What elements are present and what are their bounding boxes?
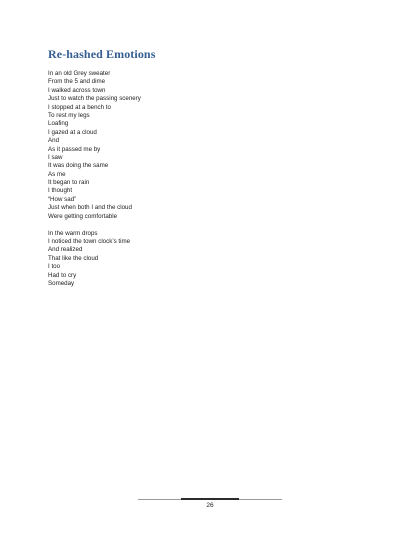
poem-line: It was doing the same (48, 162, 109, 170)
poem-line: Someday (48, 279, 75, 287)
poem-line: I gazed at a cloud (48, 128, 97, 136)
poem-line: That like the cloud (48, 254, 99, 262)
poem-line: As me (48, 170, 66, 178)
poem-line: Just to watch the passing scenery (48, 95, 141, 103)
poem-line: From the 5 and dime (48, 78, 106, 86)
poem-line: And (48, 137, 60, 145)
poem-line: I stopped at a bench to (48, 103, 111, 111)
poem-body (48, 70, 141, 288)
footer-divider-accent (181, 498, 239, 500)
stanza-break (48, 221, 141, 230)
poem-line: And realized (48, 246, 83, 254)
poem-line: It began to rain (48, 179, 90, 187)
poem-line: In an old Grey sweater (48, 70, 111, 77)
poem-line: Were getting comfortable (48, 212, 118, 220)
poem-line: Had to cry (48, 271, 77, 279)
poem-line: Loafing (48, 120, 69, 128)
page-number: 26 (206, 502, 214, 509)
poem-line: I thought (48, 187, 73, 195)
poem-line: I walked across town (48, 86, 106, 94)
poem-line: Just when both I and the cloud (48, 204, 132, 212)
poem-line: “How sad” (48, 195, 77, 203)
poem-line: I saw (48, 153, 63, 161)
poem-line: In the warm drops (48, 229, 98, 237)
poem-line: I noticed the town clock’s time (48, 238, 131, 246)
poem-title: Re-hashed Emotions (48, 47, 156, 61)
poem-line: To rest my legs (48, 111, 90, 119)
poem-line: I too (48, 263, 61, 271)
poem-line: As it passed me by (48, 145, 101, 153)
